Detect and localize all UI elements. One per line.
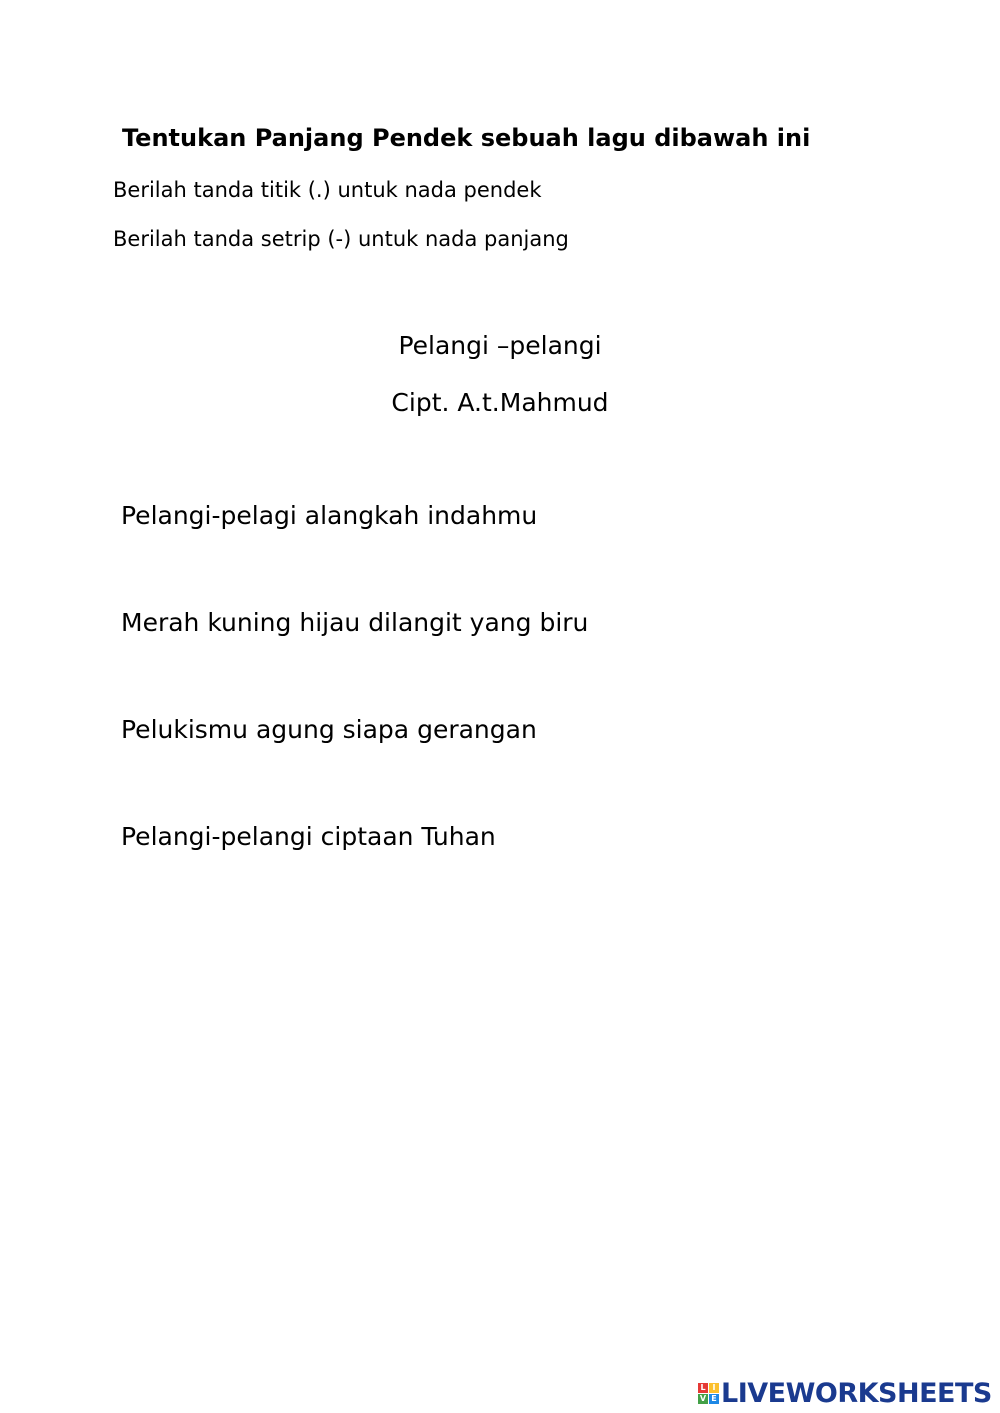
song-composer: Cipt. A.t.Mahmud (391, 388, 609, 417)
liveworksheets-logo-icon (698, 1383, 719, 1404)
lyric-line-2: Merah kuning hijau dilangit yang biru (121, 608, 589, 637)
lyric-line-3: Pelukismu agung siapa gerangan (121, 715, 537, 744)
song-title: Pelangi –pelangi (398, 331, 602, 360)
logo-square-e: E (709, 1394, 719, 1404)
lyric-line-4: Pelangi-pelangi ciptaan Tuhan (121, 822, 496, 851)
liveworksheets-brand (698, 1378, 992, 1409)
logo-square-v: V (699, 1394, 707, 1403)
brand-name: LIVEWORKSHEETS (721, 1378, 992, 1409)
logo-square-l: L (698, 1383, 708, 1393)
instruction-long-note: Berilah tanda setrip (-) untuk nada panjang (113, 227, 569, 251)
instruction-short-note: Berilah tanda titik (.) untuk nada pendek (113, 178, 542, 202)
worksheet-heading: Tentukan Panjang Pendek sebuah lagu dibawah ini (122, 124, 811, 152)
lyric-line-1: Pelangi-pelagi alangkah indahmu (121, 501, 538, 530)
logo-square-i: I (709, 1383, 719, 1393)
